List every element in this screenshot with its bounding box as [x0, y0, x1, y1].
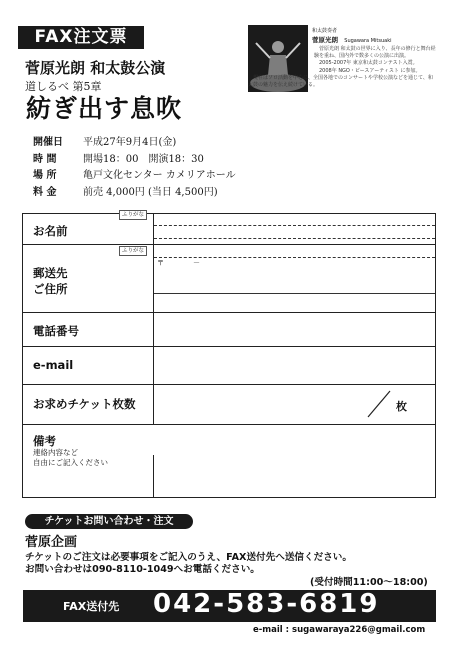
postal-dash: －	[193, 259, 200, 267]
performer-heading: 菅原光朗 和太鼓公演	[25, 59, 166, 77]
reception-hours: (受付時間11:00～18:00)	[310, 577, 428, 588]
event-details	[33, 135, 236, 201]
fax-destination-label: FAX送付先	[63, 600, 120, 613]
series-label: 道しるべ 第5章	[25, 80, 102, 93]
bio-paragraph: 2005-2007年 東京和太鼓コンテスト入賞。	[319, 60, 418, 67]
furigana-tag: ふりがな	[119, 210, 147, 220]
remarks-hint-line1: 連絡内容など	[33, 448, 78, 457]
postal-mark: 〒	[157, 259, 164, 267]
detail-time	[33, 152, 236, 169]
tickets-label: お求めチケット枚数	[33, 397, 136, 411]
detail-value: 亀戸文化センター カメリアホール	[83, 170, 236, 181]
remarks-row	[23, 424, 435, 497]
name-field[interactable]	[154, 238, 435, 239]
profile-role: 和太鼓奏者	[312, 28, 338, 34]
email-row	[23, 346, 435, 385]
fax-number: 042-583-6819	[153, 589, 380, 619]
address-label-line2: ご住所	[33, 282, 68, 296]
profile-name	[312, 35, 392, 44]
detail-venue	[33, 168, 236, 185]
fax-order-badge: FAX注文票	[18, 26, 144, 49]
bio-paragraph: 菅原光朗 和太鼓の世界に入り、長年の修行と舞台経験を重ね、国内外で数多くの公演に出演。	[314, 46, 436, 60]
order-form	[22, 213, 436, 498]
profile-bio	[248, 46, 436, 89]
phone-instruction: お問い合わせは090-8110-1049へお電話ください。	[25, 564, 260, 575]
address-label-line1: 郵送先	[33, 266, 68, 280]
detail-label: 時 間	[33, 153, 57, 165]
detail-label: 場 所	[33, 170, 57, 181]
phone-row	[23, 312, 435, 347]
name-label: お名前	[33, 224, 68, 238]
profile-name-text: 菅原光朗	[312, 36, 338, 44]
remarks-hint-line2: 自由にご記入ください	[33, 458, 108, 467]
detail-price	[33, 185, 236, 202]
tickets-row	[23, 384, 435, 425]
bio-paragraph: 現在はソロ活動を中心に、全国各地でのコンサートや学校公演などを通じて、和太鼓の魅力を伝え続けている。	[248, 74, 433, 89]
order-instruction: チケットのご注文は必要事項をご記入のうえ、FAX送付先へ送信ください。	[25, 552, 352, 563]
furigana-tag: ふりがな	[119, 246, 147, 256]
email-label: e-mail	[33, 358, 74, 372]
profile-romaji: Sugawara Mitsuaki	[344, 38, 392, 44]
slash-mark	[366, 389, 392, 419]
address-row	[23, 244, 435, 313]
address-field[interactable]	[154, 293, 435, 294]
detail-label: 料 金	[33, 186, 57, 198]
detail-label: 開催日	[33, 137, 63, 148]
inquiry-heading: チケットお問い合わせ・注文	[25, 514, 193, 529]
furigana-line	[154, 225, 435, 226]
remarks-label: 備考	[33, 434, 56, 448]
phone-label: 電話番号	[33, 324, 79, 338]
detail-value: 開場18：00 開演18：30	[83, 153, 204, 165]
remarks-hint	[33, 448, 108, 468]
address-label	[33, 265, 68, 297]
event-title: 紡ぎ出す息吹	[26, 94, 183, 123]
contact-email[interactable]: e-mail : sugawaraya226@gmail.com	[253, 625, 426, 635]
detail-value: 平成27年9月4日(金)	[83, 137, 177, 148]
detail-date	[33, 135, 236, 152]
name-row	[23, 214, 435, 245]
company-name: 菅原企画	[25, 535, 78, 550]
tickets-unit: 枚	[396, 400, 407, 413]
bio-paragraph: 2008年 NGO・ピースアーティスト に参加。	[319, 67, 421, 74]
detail-value: 前売 4,000円 (当日 4,500円)	[83, 186, 218, 198]
